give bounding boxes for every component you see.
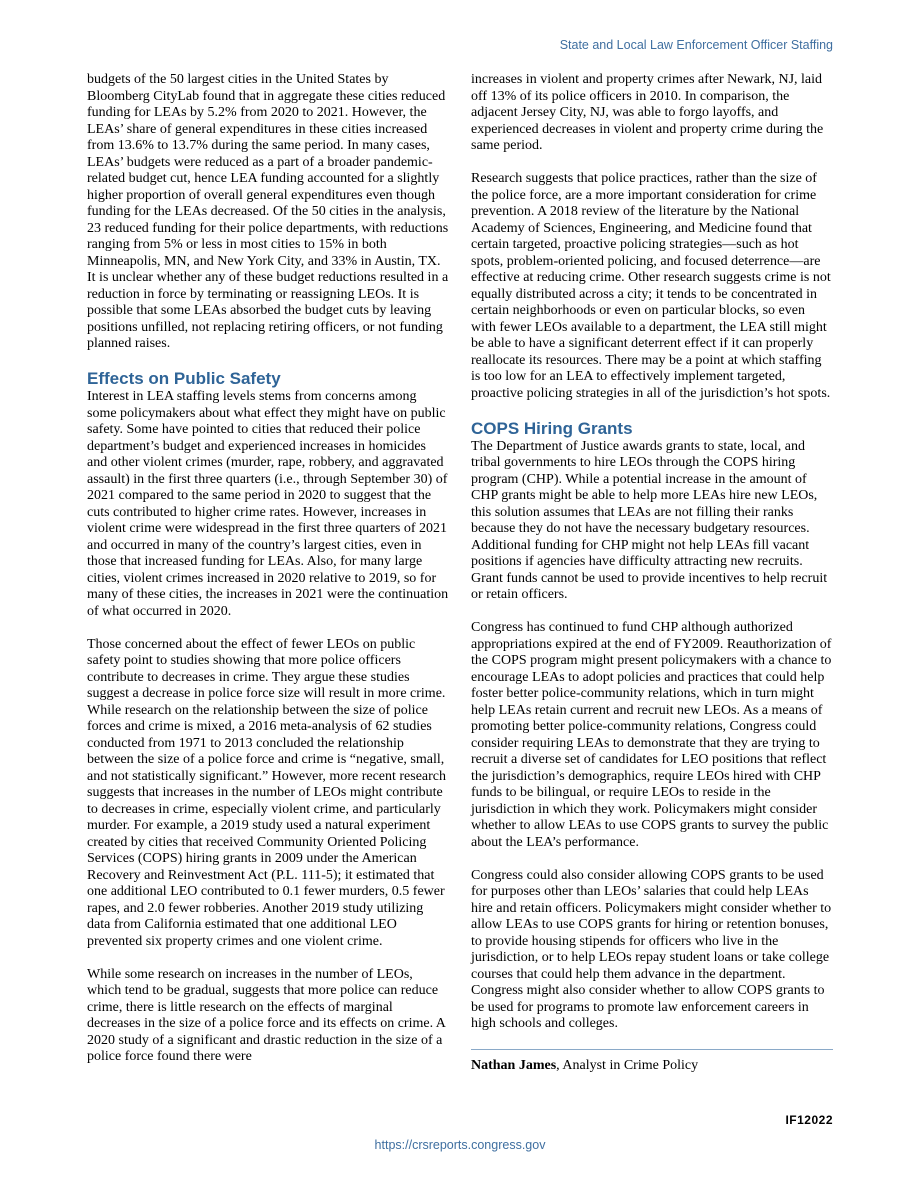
author-name: Nathan James: [471, 1058, 557, 1073]
paragraph: Those concerned about the effect of fewer LEOs on public safety point to studies showing that more police officers contribute to decreases in crime. They argue these studies suggest a decrease in police force size will result in more crime. While research on the relationship between the size of police forces and crime is mixed, a 2016 meta-analysis of 62 studies conducted from 1971 to 2013 concluded the relationship between the size of a police force and crime is “negative, small, and not statistically significant.” However, more recent research suggests that increases in the number of LEOs might contribute to decreases in crime, especially violent crime, and particularly murder. For example, a 2019 study used a natural experiment created by cities that received Community Oriented Policing Services (COPS) hiring grants in 2009 under the American Recovery and Reinvestment Act (P.L. 111-5); it estimated that one additional LEO contributed to 0.1 fewer murders, 0.5 fewer rapes, and 2.0 fewer robberies. Another 2019 study utilizing data from California estimated that one additional LEO prevented six property crimes and one violent crime.: [87, 636, 447, 949]
paragraph: Interest in LEA staffing levels stems from concerns among some policymakers about what effect they might have on public safety. Some have pointed to cities that reduced their police department’s budget and experienced increases in homicides and other violent crimes (murder, rape, robbery, and aggravated assault) in the first three quarters (i.e., through September 30) of 2021 compared to the same period in 2020 to suggest that the cuts contributed to higher crime rates. However, increases in violent crime were widespread in the first three quarters of 2021 and occurred in many of the country’s largest cities, even in those that increased funding for LEAs. Also, for many large cities, violent crimes increased in 2020 relative to 2019, so for many of these cities, the increases in 2021 were the continuation of what occurred in 2020.: [87, 389, 449, 619]
paragraph: The Department of Justice awards grants to state, local, and tribal governments to hire LEOs through the COPS hiring program (CHP). While a potential increase in the amount of CHP grants might be able to help more LEAs hire new LEOs, this solution assumes that LEAs are not filling their ranks because they do not have the necessary budgetary resources. Additional funding for CHP might not help LEAs fill vacant positions if agencies have difficulty attracting new recruits. Grant funds cannot be used to provide incentives to help recruit or retain officers.: [471, 438, 828, 602]
section-heading-effects-on-public-safety: Effects on Public Safety: [87, 369, 281, 388]
paragraph: Congress has continued to fund CHP although authorized appropriations expired at the end of FY2009. Reauthorization of the COPS program might present policymakers with a chance to encourage LEAs to adopt policies and practices that could help foster better police-community relations, which in turn might help LEAs retain current and recruit new LEOs. As a means of promoting better police-community relations, Congress could consider requiring LEAs to demonstrate that they are trying to recruit a diverse set of candidates for LEO positions that reflect the jurisdiction’s demographics, require LEOs hired with CHP funds to be bilingual, or require LEOs to reside in the jurisdiction in which they work. Policymakers might consider whether to allow LEAs to use COPS grants to survey the public about the LEA’s performance.: [471, 620, 832, 850]
paragraph: While some research on increases in the number of LEOs, which tend to be gradual, suggests that more police can reduce crime, there is little research on the effects of marginal decreases in the size of a police force and its effects on crime. A 2020 study of a significant and drastic reduction in the size of a police force found there were: [87, 966, 446, 1064]
left-column: [87, 72, 449, 1082]
author-divider: [471, 1049, 833, 1050]
paragraph: budgets of the 50 largest cities in the United States by Bloomberg CityLab found that in aggregate these cities reduced funding for LEAs by 5.2% from 2020 to 2021. However, the LEAs’ share of general expenditures in these cities increased from 13.6% to 13.7% during the same period. In many cases, LEAs’ budgets were reduced as a part of a broader pandemic-related budget cut, hence LEA funding accounted for a slightly higher proportion of overall general expenditures even though funding for the LEAs decreased. Of the 50 cities in the analysis, 23 reduced funding for their police departments, with reductions ranging from 5% or less in most cities to 15% in both Minneapolis, MN, and New York City, and 33% in Austin, TX. It is unclear whether any of these budget reductions resulted in a reduction in force by terminating or reassigning LEOs. It is possible that some LEAs absorbed the budget cuts by leaving positions unfilled, not replacing retiring officers, or not funding planned raises.: [87, 72, 449, 351]
paragraph: increases in violent and property crimes after Newark, NJ, laid off 13% of its police officers in 2010. In comparison, the adjacent Jersey City, NJ, was able to forgo layoffs, and experienced decreases in violent and property crime during the same period.: [471, 72, 824, 153]
paragraph: Congress could also consider allowing COPS grants to be used for purposes other than LEOs’ salaries that could help LEAs hire and retain officers. Policymakers might consider whether to allow LEAs to use COPS grants for hiring or retention bonuses, to provide housing stipends for officers who live in the jurisdiction, or to help LEOs repay student loans or take college courses that could help them advance in the department. Congress might also consider whether to allow COPS grants to be used for programs to promote law enforcement careers in high schools and colleges.: [471, 867, 832, 1031]
paragraph: Research suggests that police practices, rather than the size of the police force, are a more important consideration for crime prevention. A 2018 review of the literature by the National Academy of Sciences, Engineering, and Medicine found that certain targeted, proactive policing strategies—such as hot spots, problem-oriented policing, and focused deterrence—are effective at reducing crime. Other research suggests crime is not equally distributed across a city; it tends to be concentrated in certain neighborhoods or even on particular blocks, so even with fewer LEOs available to a department, the LEA still might be able to have a significant deterrent effect if it can properly reallocate its resources. There may be a point at which staffing is too low for an LEA to effectively implement targeted, proactive policing strategies in all of the jurisdiction’s hot spots.: [471, 171, 831, 401]
author-line: [471, 1058, 833, 1075]
right-column: [471, 72, 833, 1075]
section-heading-cops-hiring-grants: COPS Hiring Grants: [471, 418, 633, 438]
document-id: IF12022: [785, 1113, 833, 1127]
running-header: State and Local Law Enforcement Officer Staffing: [559, 38, 833, 52]
footer-url[interactable]: https://crsreports.congress.gov: [374, 1138, 546, 1152]
author-title: , Analyst in Crime Policy: [556, 1058, 699, 1073]
